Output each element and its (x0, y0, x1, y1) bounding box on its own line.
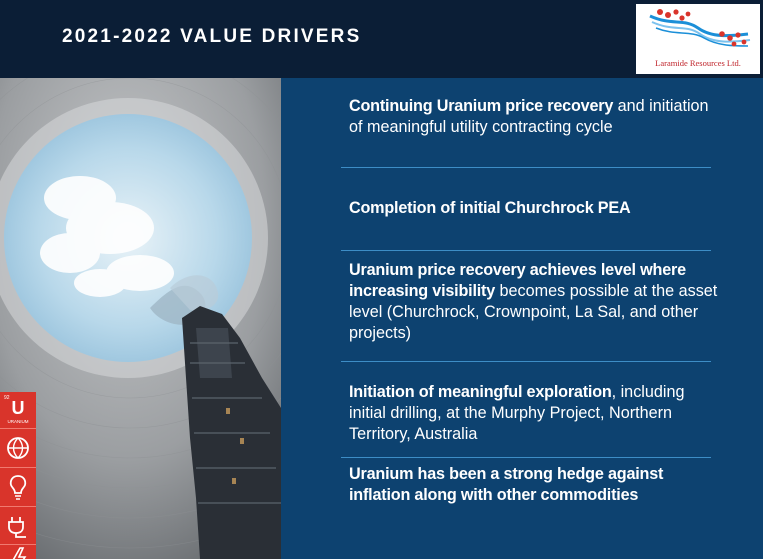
cooling-tower-photo (0, 78, 281, 559)
divider-3 (341, 361, 711, 362)
driver-4-text: , including initial drilling, at the Murphy Project, Northern Territory, Australia (349, 383, 685, 443)
globe-icon (2, 432, 34, 466)
driver-3-bold: Uranium price recovery achieves level where increasing visibility (349, 261, 686, 300)
driver-item-3 (349, 260, 719, 344)
icon-separator (0, 467, 36, 468)
divider-4 (341, 457, 711, 458)
divider-2 (341, 250, 711, 251)
cooling-tower-image (0, 78, 281, 559)
company-logo (636, 4, 760, 74)
uranium-symbol: U (11, 398, 25, 418)
icon-separator (0, 428, 36, 429)
driver-item-2 (349, 198, 719, 219)
uranium-name: URANIUM (7, 419, 29, 424)
header-bar (0, 0, 763, 78)
lightbulb-icon (2, 470, 34, 504)
uranium-number: 92 (4, 395, 10, 401)
icon-strip (0, 392, 36, 559)
value-drivers-panel (281, 78, 763, 559)
plug-icon (2, 509, 34, 543)
page-title: 2021-2022 VALUE DRIVERS (62, 26, 362, 47)
driver-item-5 (349, 464, 719, 506)
uranium-element-icon (2, 394, 34, 426)
driver-1-bold: Continuing Uranium price recovery (349, 97, 614, 115)
driver-2-bold: Completion of initial Churchrock PEA (349, 199, 631, 217)
driver-item-1 (349, 96, 719, 138)
driver-3-text: becomes possible at the asset level (Churchrock, Crownpoint, La Sal, and other projects) (349, 282, 718, 342)
logo-company-name: Laramide Resources Ltd. (655, 58, 741, 68)
lightning-icon (2, 544, 34, 559)
icon-separator (0, 506, 36, 507)
driver-5-bold: Uranium has been a strong hedge against inflation along with other commodities (349, 465, 664, 504)
driver-4-bold: Initiation of meaningful exploration (349, 383, 612, 401)
driver-item-4 (349, 382, 719, 445)
logo-mark-icon (636, 4, 760, 56)
driver-1-text: and initiation of meaningful utility contracting cycle (349, 97, 709, 136)
divider-1 (341, 167, 711, 168)
